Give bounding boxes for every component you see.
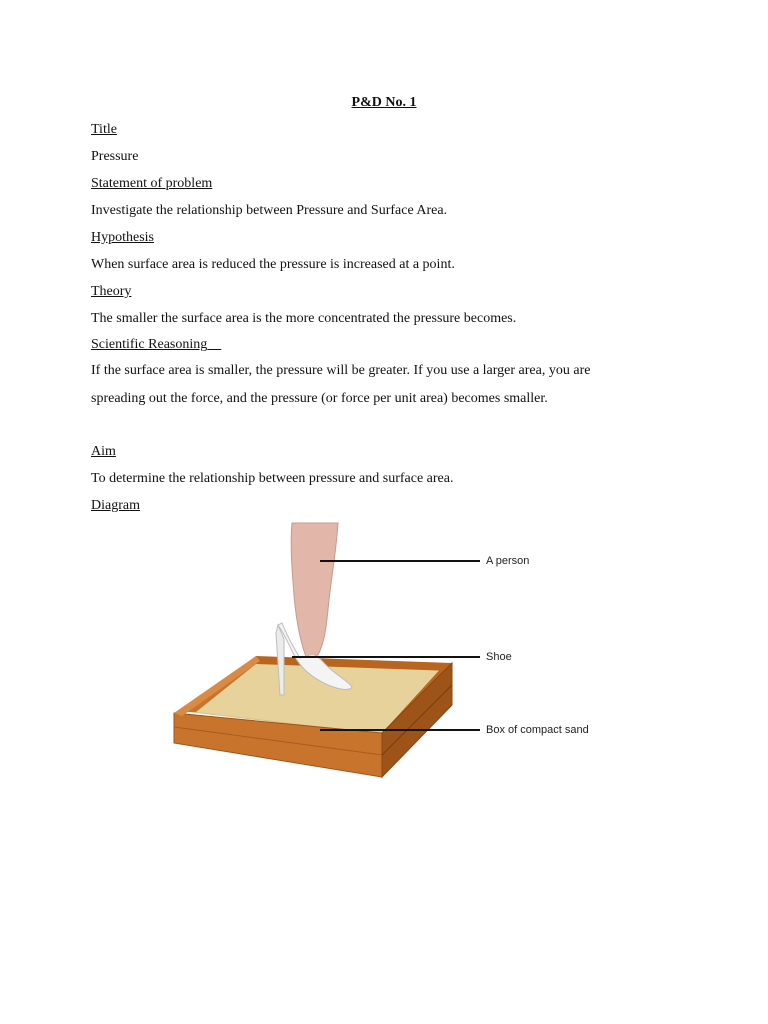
person-leg — [291, 523, 338, 657]
hypothesis-heading: Hypothesis — [91, 230, 154, 245]
label-person: A person — [486, 555, 530, 567]
aim-text: To determine the relationship between pressure and surface area. — [91, 471, 454, 486]
document-title: P&D No. 1 — [351, 95, 417, 110]
aim-heading: Aim — [91, 444, 116, 459]
reasoning-line-2: spreading out the force, and the pressure (or force per unit area) becomes smaller. — [91, 391, 548, 406]
theory-heading: Theory — [91, 284, 132, 299]
reasoning-heading — [91, 336, 221, 354]
problem-heading: Statement of problem — [91, 176, 213, 191]
diagram-illustration — [160, 515, 620, 785]
diagram — [160, 515, 620, 785]
hypothesis-text: When surface area is reduced the pressure is increased at a point. — [91, 257, 455, 272]
reasoning-heading-text: Scientific Reasoning — [91, 337, 208, 352]
diagram-heading: Diagram — [91, 498, 140, 513]
title-text: Pressure — [91, 149, 139, 164]
label-shoe: Shoe — [486, 651, 512, 663]
reasoning-line-1: If the surface area is smaller, the pressure will be greater. If you use a larger area, you are — [91, 363, 591, 378]
problem-text: Investigate the relationship between Pressure and Surface Area. — [91, 203, 448, 218]
theory-text: The smaller the surface area is the more concentrated the pressure becomes. — [91, 311, 517, 326]
title-heading: Title — [91, 122, 117, 137]
label-box: Box of compact sand — [486, 724, 589, 736]
